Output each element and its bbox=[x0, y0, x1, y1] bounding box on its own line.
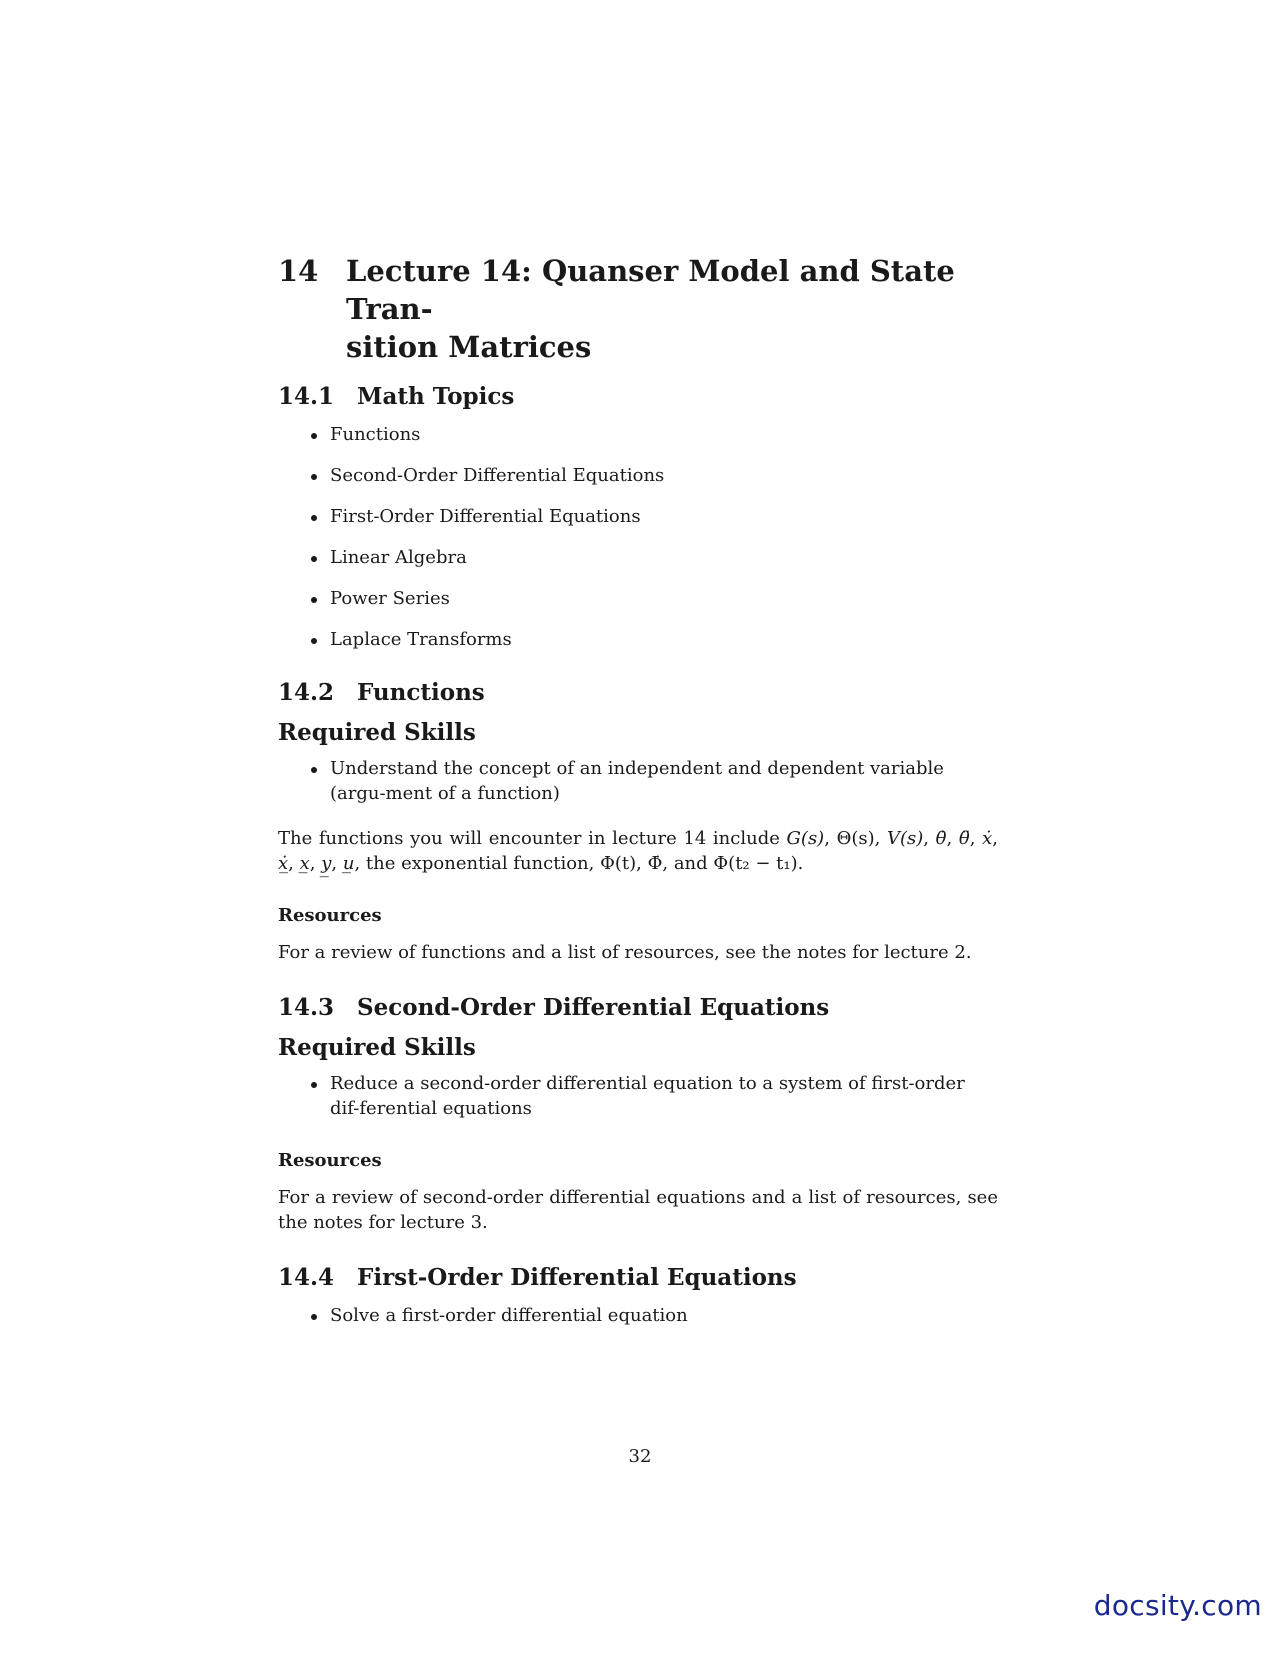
section-heading-second-order bbox=[278, 993, 998, 1023]
phi-term: Φ(t₂ − t₁) bbox=[713, 853, 798, 874]
resources-text: For a review of second-order differential equations and a list of resources, see the notes for lecture 3. bbox=[278, 1187, 998, 1233]
math-term: G(s) bbox=[786, 828, 825, 849]
chapter-heading bbox=[278, 252, 998, 366]
chapter-title bbox=[346, 252, 998, 366]
math-term: V(s) bbox=[887, 828, 924, 849]
math-topics-list bbox=[278, 422, 998, 652]
first-order-skills-list bbox=[278, 1303, 998, 1328]
section-number: 14.4 bbox=[278, 1264, 335, 1291]
math-term: ẋ̲ bbox=[278, 853, 289, 874]
list-item: Reduce a second-order differential equation to a system of first-order dif-ferential equations bbox=[278, 1071, 998, 1121]
section-title: First-Order Differential Equations bbox=[357, 1264, 797, 1291]
list-item: Power Series bbox=[278, 586, 998, 611]
and-word: and bbox=[673, 853, 708, 874]
chapter-number: 14 bbox=[278, 254, 319, 288]
section-number: 14.2 bbox=[278, 679, 335, 706]
math-term: ẋ bbox=[982, 828, 993, 849]
section-number: 14.1 bbox=[278, 383, 335, 410]
chapter-title-line-2: sition Matrices bbox=[346, 330, 592, 364]
section-title: Second-Order Differential Equations bbox=[357, 994, 830, 1021]
page-content bbox=[278, 252, 998, 1328]
section-title: Functions bbox=[357, 679, 485, 706]
paragraph-lead: The functions you will encounter in lecture 14 include bbox=[278, 828, 780, 849]
section-heading-math-topics bbox=[278, 382, 998, 412]
page-number: 32 bbox=[628, 1446, 652, 1467]
math-term: x̲ bbox=[299, 853, 310, 874]
phi-term: Φ̇ bbox=[647, 853, 663, 874]
list-item: Functions bbox=[278, 422, 998, 447]
phi-term: Φ(t) bbox=[600, 853, 637, 874]
math-term: Θ(s) bbox=[836, 828, 875, 849]
chapter-title-line-1: Lecture 14: Quanser Model and State Tran- bbox=[346, 254, 955, 326]
list-item: Solve a first-order differential equation bbox=[278, 1303, 998, 1328]
section-heading-functions bbox=[278, 678, 998, 708]
list-item: Second-Order Differential Equations bbox=[278, 463, 998, 488]
functions-paragraph: The functions you will encounter in lecture 14 include G(s), Θ(s), V(s), θ̇, θ̈, ẋ, ẋ̲, x̲, y̲, u̲, the exponential function, Φ(t), Φ̇, and Φ(t₂ − t₁). bbox=[278, 828, 998, 874]
docsity-watermark[interactable]: docsity.com bbox=[1093, 1589, 1262, 1622]
required-skills-heading: Required Skills bbox=[278, 719, 476, 746]
list-item: First-Order Differential Equations bbox=[278, 504, 998, 529]
second-order-skills-list bbox=[278, 1071, 998, 1121]
math-term: y̲ bbox=[321, 853, 332, 874]
functions-skills-list bbox=[278, 756, 998, 806]
math-term: θ̇ bbox=[935, 828, 947, 849]
section-title: Math Topics bbox=[357, 383, 515, 410]
list-item: Laplace Transforms bbox=[278, 627, 998, 652]
section-number: 14.3 bbox=[278, 994, 335, 1021]
resources-text: For a review of functions and a list of resources, see the notes for lecture 2. bbox=[278, 942, 972, 963]
paragraph-middle: the exponential function, bbox=[365, 853, 595, 874]
resources-heading: Resources bbox=[278, 1150, 382, 1171]
list-item: Understand the concept of an independent and dependent variable (argu-ment of a function) bbox=[278, 756, 998, 806]
list-item: Linear Algebra bbox=[278, 545, 998, 570]
math-term: θ̈ bbox=[958, 828, 970, 849]
resources-heading: Resources bbox=[278, 905, 382, 926]
section-heading-first-order bbox=[278, 1263, 998, 1293]
required-skills-heading: Required Skills bbox=[278, 1034, 476, 1061]
math-term: u̲ bbox=[342, 853, 355, 874]
